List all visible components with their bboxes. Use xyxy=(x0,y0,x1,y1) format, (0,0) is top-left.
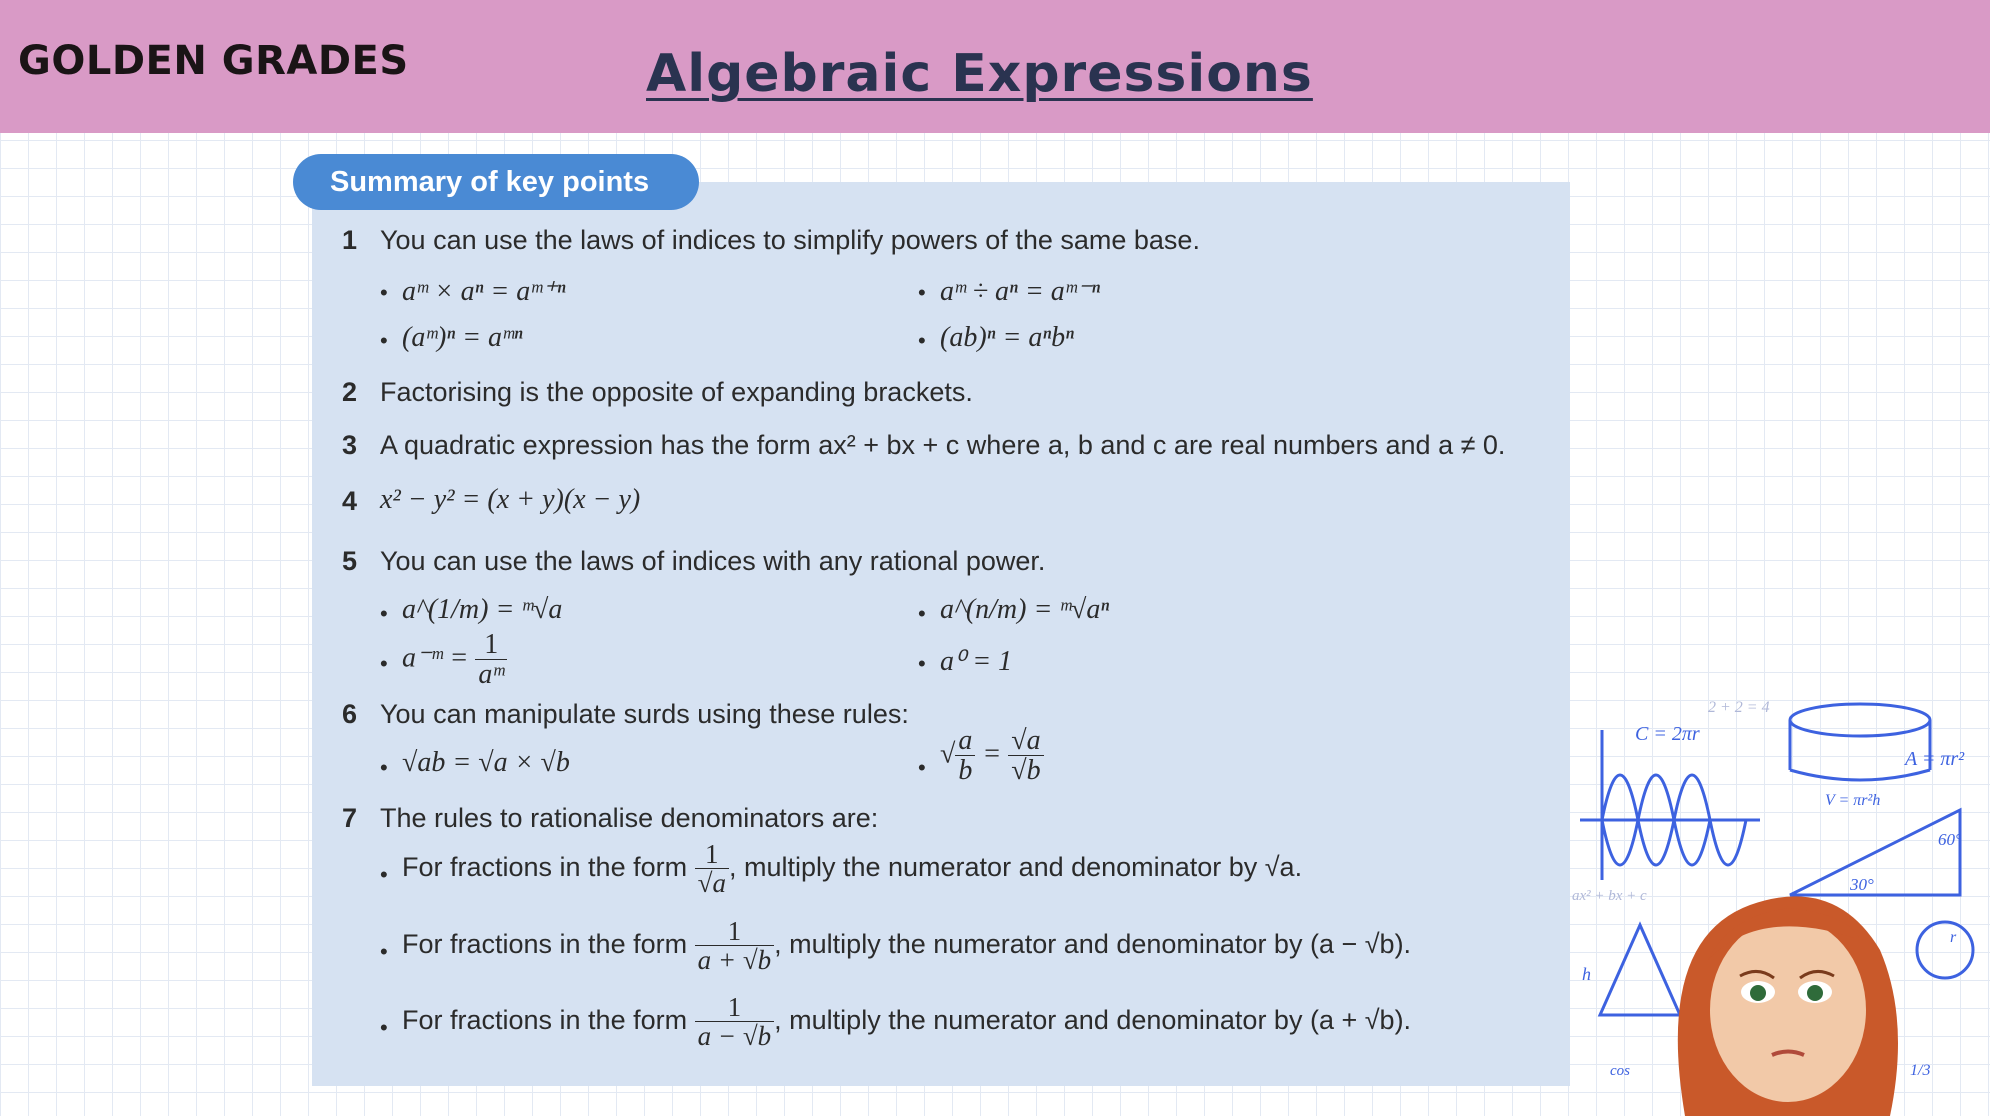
point-2-number: 2 xyxy=(342,377,358,407)
fraction: $\frac{1}{a + √b}$ xyxy=(695,917,775,975)
header-bar xyxy=(0,0,1990,133)
brand-logo: GOLDEN GRADES xyxy=(18,38,409,84)
rule-negative-index: a⁻ᵐ = $\frac{1}{\text{aᵐ}}$ xyxy=(402,630,507,690)
sum-label: 2 + 2 = 4 xyxy=(1708,699,1770,716)
point-1-text: You can use the laws of indices to simplify powers of the same base. xyxy=(380,225,1200,255)
avatar-iris-right xyxy=(1807,985,1823,1001)
rule-product-power: (ab)ⁿ = aⁿbⁿ xyxy=(940,322,1074,353)
bullet: • xyxy=(380,755,388,780)
cone xyxy=(1600,925,1680,1015)
math-doodle-illustration xyxy=(1560,690,1990,1116)
formula-quadratic: ax² + bx + c xyxy=(1572,888,1647,904)
rule-rational-index: a^(n/m) = ᵐ√aⁿ xyxy=(940,594,1110,625)
formula-volume: V = πr²h xyxy=(1825,792,1881,809)
rule-zero-index: a⁰ = 1 xyxy=(940,646,1013,677)
fraction: $\frac{1}{a - √b}$ xyxy=(695,993,775,1051)
bullet: • xyxy=(918,651,926,676)
cylinder-top xyxy=(1790,704,1930,736)
point-6-text: You can manipulate surds using these rules: xyxy=(380,699,909,729)
angle-30: 30° xyxy=(1850,875,1874,894)
cylinder-bottom xyxy=(1790,770,1930,780)
point-3-text: A quadratic expression has the form ax² + bx + c where a, b and c are real numbers and a ≠ 0. xyxy=(380,430,1506,460)
formula-area: A = πr² xyxy=(1905,748,1965,770)
formula-circumference: C = 2πr xyxy=(1635,723,1700,745)
point-2-text: Factorising is the opposite of expanding brackets. xyxy=(380,377,973,407)
rule-surd-product: √ab = √a × √b xyxy=(402,747,570,778)
bullet: • xyxy=(380,1015,388,1040)
point-3-number: 3 xyxy=(342,430,358,460)
page-title: Algebraic Expressions xyxy=(646,44,1313,104)
summary-tab: Summary of key points xyxy=(293,154,699,210)
avatar xyxy=(1678,896,1898,1116)
bullet: • xyxy=(380,601,388,626)
fraction: $\frac{√a}{√b}$ xyxy=(1008,726,1043,786)
label-h: h xyxy=(1582,964,1591,984)
label-third: 1/3 xyxy=(1910,1062,1931,1079)
rule-divide: aᵐ ÷ aⁿ = aᵐ⁻ⁿ xyxy=(940,276,1101,307)
circle xyxy=(1917,922,1973,978)
fraction: $\frac{1}{√a}$ xyxy=(695,840,729,898)
fraction: $\frac{a}{b}$ xyxy=(955,726,975,786)
bullet: • xyxy=(380,862,388,887)
angle-60: 60° xyxy=(1938,830,1962,849)
avatar-iris-left xyxy=(1750,985,1766,1001)
rule-surd-quotient: √ $\frac{a}{b}$ = $\frac{√a}{√b}$ xyxy=(940,726,1044,786)
bullet: • xyxy=(380,651,388,676)
avatar-face xyxy=(1710,918,1866,1102)
point-7-text: The rules to rationalise denominators are: xyxy=(380,803,879,833)
rule-power-of-power: (aᵐ)ⁿ = aᵐⁿ xyxy=(402,322,523,353)
bullet: • xyxy=(918,601,926,626)
bullet: • xyxy=(380,939,388,964)
label-cos: cos xyxy=(1610,1063,1630,1079)
bullet: • xyxy=(380,328,388,353)
point-6-number: 6 xyxy=(342,699,358,729)
point-5-text: You can use the laws of indices with any rational power. xyxy=(380,546,1046,576)
point-4-formula: x² − y² = (x + y)(x − y) xyxy=(380,484,641,515)
rationalise-rule-1: For fractions in the form $\frac{1}{√a}$ , multiply the numerator and denominator by √a. xyxy=(402,839,1303,899)
point-5-number: 5 xyxy=(342,546,358,576)
point-4-number: 4 xyxy=(342,486,358,516)
rule-multiply: aᵐ × aⁿ = aᵐ⁺ⁿ xyxy=(402,276,566,307)
point-7-number: 7 xyxy=(342,803,358,833)
label-r: r xyxy=(1950,929,1957,946)
bullet: • xyxy=(918,280,926,305)
bullet: • xyxy=(380,280,388,305)
triangle xyxy=(1790,810,1960,895)
bullet: • xyxy=(918,328,926,353)
rationalise-rule-3: For fractions in the form $\frac{1}{a - √b}$ , multiply the numerator and denominator by (a + √b). xyxy=(402,992,1412,1052)
fraction: $\frac{1}{\text{aᵐ}}$ xyxy=(475,630,507,690)
rule-fractional-index: a^(1/m) = ᵐ√a xyxy=(402,594,563,625)
rationalise-rule-2: For fractions in the form $\frac{1}{a + √b}$ , multiply the numerator and denominator by (a − √b). xyxy=(402,916,1412,976)
bullet: • xyxy=(918,755,926,780)
point-1-number: 1 xyxy=(342,225,358,255)
